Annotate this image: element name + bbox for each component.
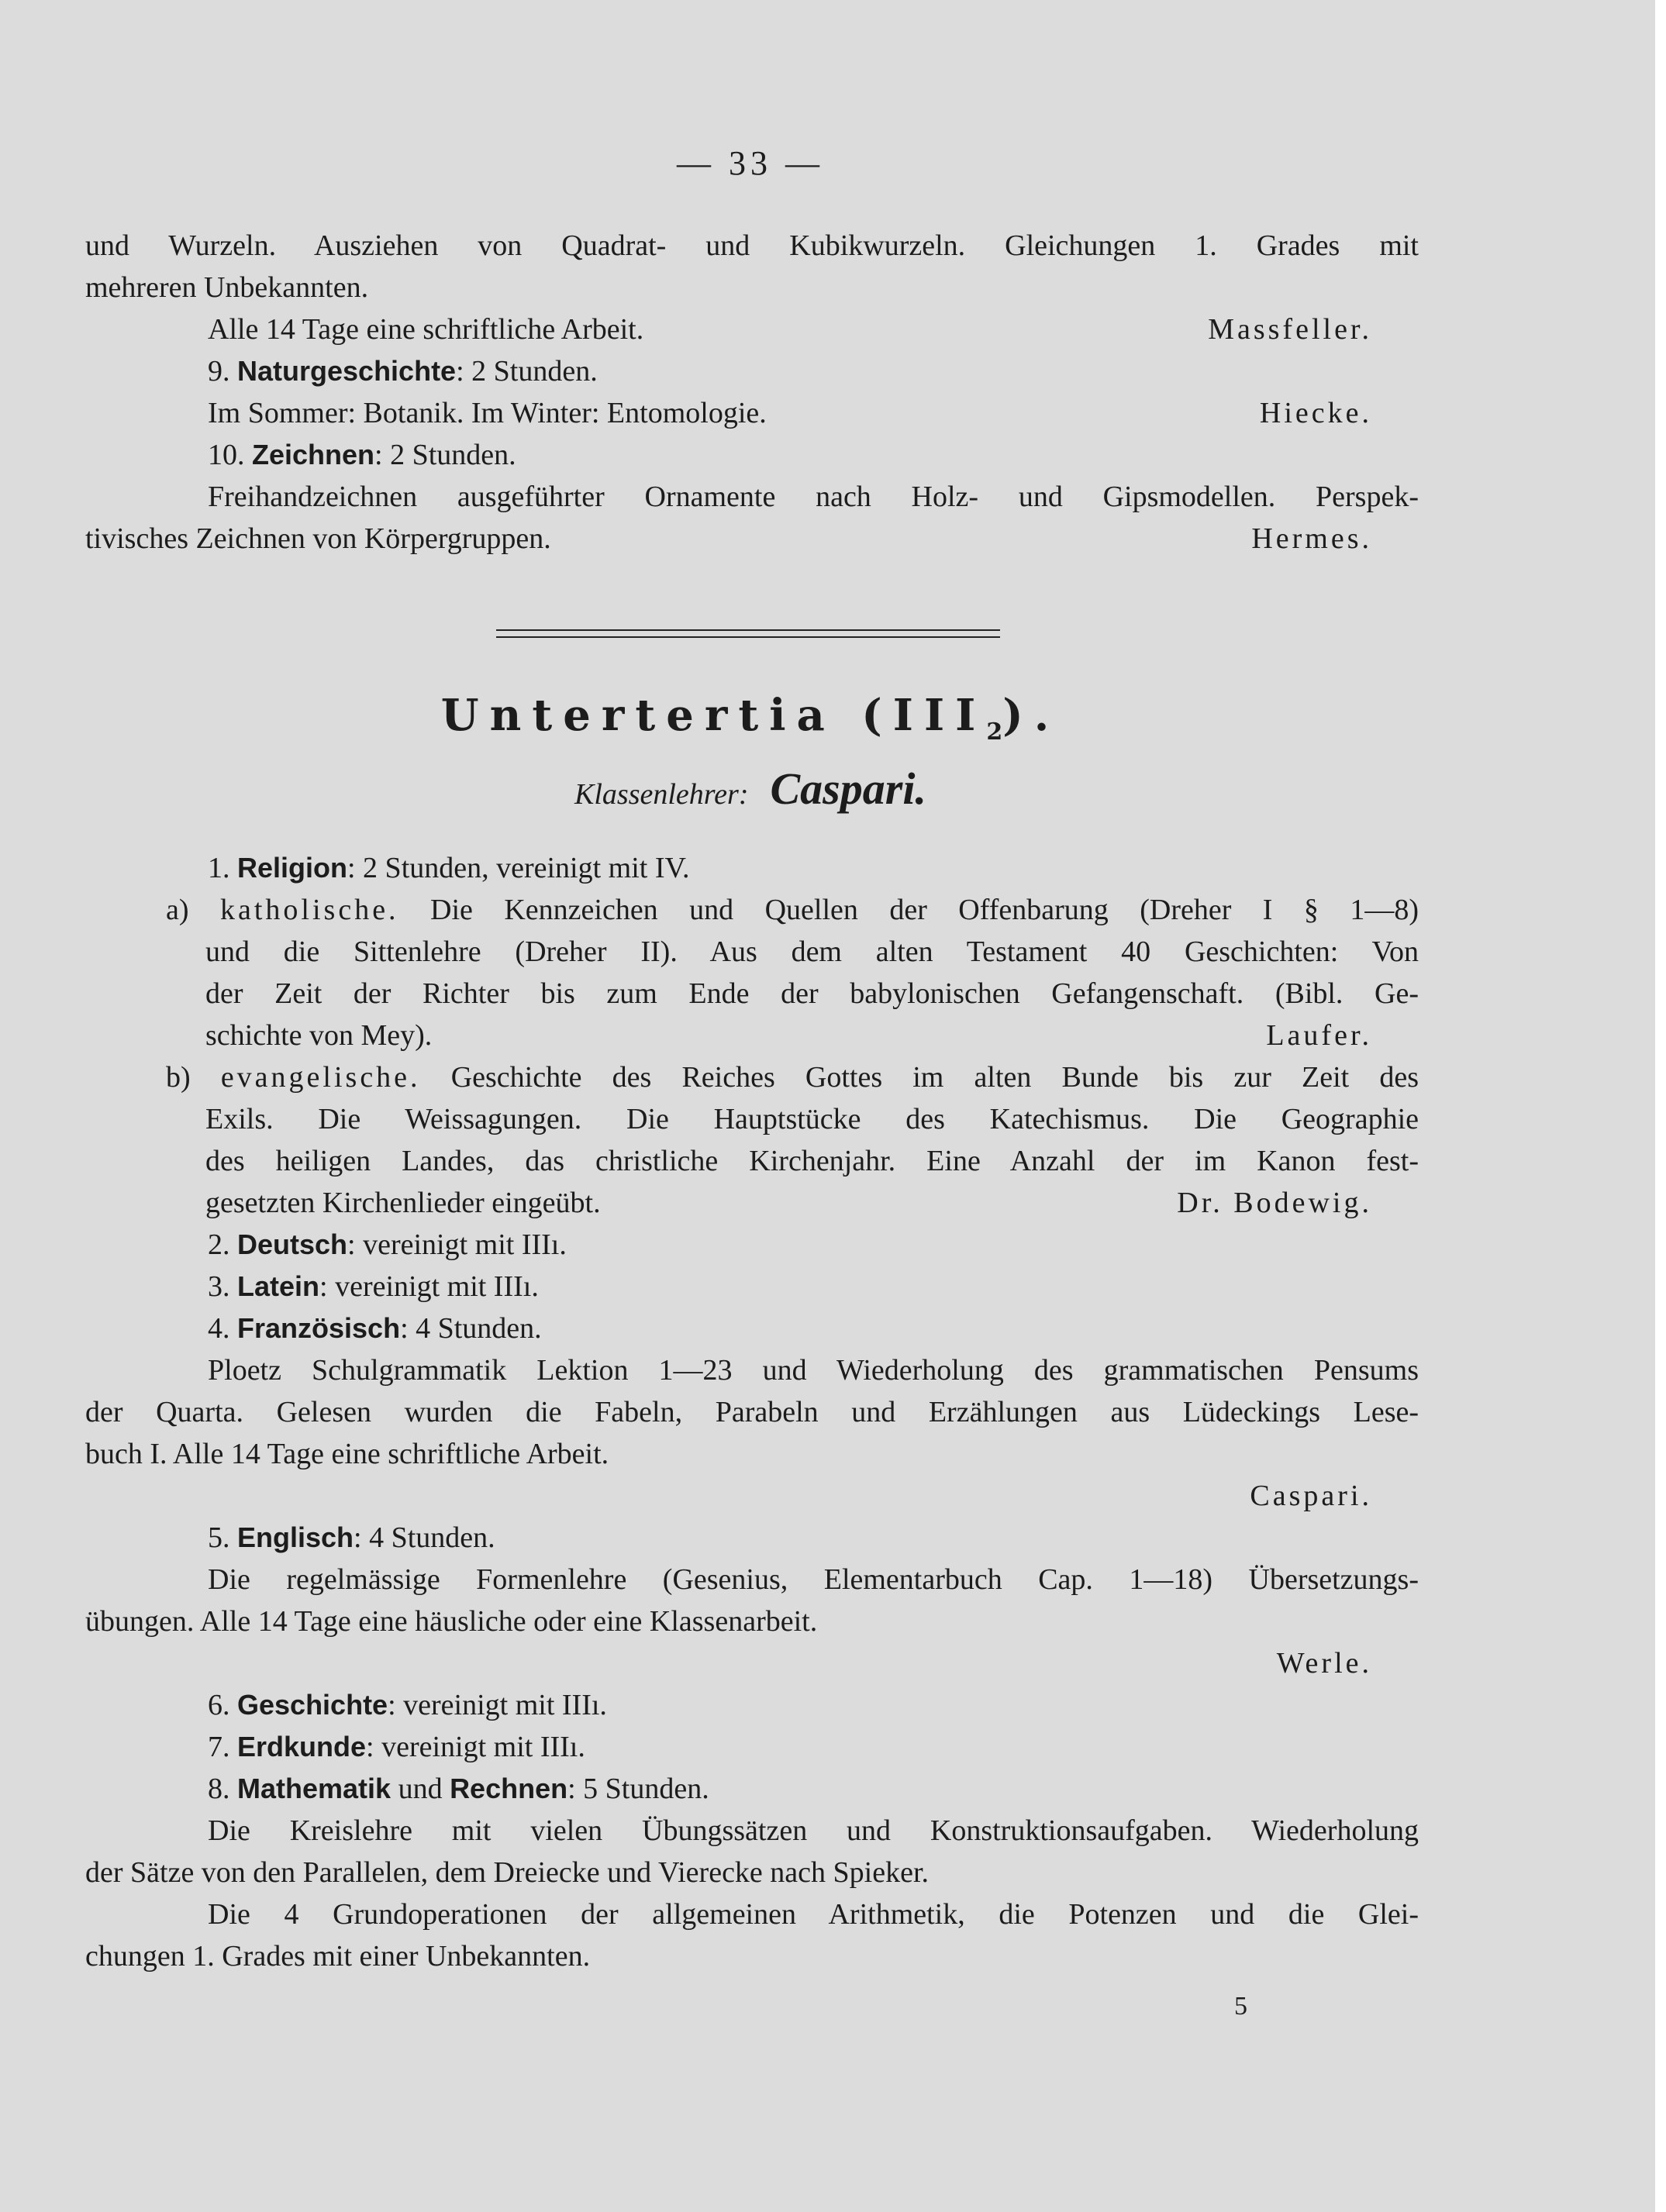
signature-line [85,1475,1419,1517]
subject-number: 5. [208,1521,230,1554]
class-teacher-label: Klassenlehrer: [574,778,749,811]
subject-name: Französisch [237,1312,401,1344]
teacher-signature: Laufer. [1266,1019,1372,1052]
teacher-signature: Werle. [1276,1647,1372,1680]
subject-number: 10. [208,439,245,471]
text-line [85,518,1419,560]
subject-name: Naturgeschichte [237,355,457,387]
subject-detail: : vereinigt mit IIIı. [388,1689,607,1721]
text-line: Die regelmässige Formenlehre (Gesenius, Elementarbuch Cap. 1—18) Übersetzungs- [208,1563,1419,1596]
text-line [85,1182,1419,1224]
text-line: mehreren Unbekannten. [85,271,369,304]
text-line [85,1015,1419,1056]
subject-name: Mathematik [237,1773,391,1804]
text-line [85,392,1419,434]
subject-detail: : vereinigt mit IIIı. [366,1731,585,1763]
subject-detail: : vereinigt mit IIIı. [319,1270,539,1303]
text: tivisches Zeichnen von Körpergruppen. [85,522,551,555]
class-title-subscript: 2 [986,718,1003,746]
text-line: Exils. Die Weissagungen. Die Hauptstücke des Katechismus. Die Geographie [205,1103,1419,1135]
sheet-mark: 5 [1234,1992,1247,2021]
class-title-text: Untertertia (III [440,690,987,741]
subject-name: Deutsch [237,1228,348,1260]
class-teacher-line [0,763,1501,815]
text-line: und Wurzeln. Ausziehen von Quadrat- und Kubikwurzeln. Gleichungen 1. Grades mit [85,229,1419,262]
text-line [85,308,1419,350]
text-line: Die Kreislehre mit vielen Übungssätzen und Konstruktionsaufgaben. Wiederholung [208,1814,1419,1847]
page-number: — 33 — [677,144,824,182]
text-line: Die 4 Grundoperationen der allgemeinen Arithmetik, die Potenzen und die Glei- [208,1898,1419,1931]
subject-heading [85,1684,1419,1726]
subject-name: Erdkunde [237,1731,367,1762]
subject-heading [85,1308,1419,1349]
text: Geschichte des Reiches Gottes im alten Bunde bis zur Zeit des [450,1061,1419,1094]
item-label: b) [166,1061,191,1094]
subject-name: Geschichte [237,1689,388,1721]
text-line: Freihandzeichnen ausgeführter Ornamente nach Holz- und Gipsmodellen. Perspek- [208,481,1419,513]
subject-detail: : 4 Stunden. [400,1312,542,1345]
top-section [85,225,1419,560]
subject-name: Religion [237,852,347,884]
class-teacher-name: Caspari. [770,763,926,814]
subject-detail: : 2 Stunden. [374,439,516,471]
subject-detail: : 4 Stunden. [354,1521,495,1554]
subject-number: 4. [208,1312,230,1345]
text-line [85,889,1419,931]
subject-heading [85,350,1419,392]
subject-number: 8. [208,1773,230,1805]
denomination: evangelische. [220,1061,421,1094]
text-line: Ploetz Schulgrammatik Lektion 1—23 und Wiederholung des grammatischen Pensums [208,1354,1419,1387]
subject-connector: und [391,1773,450,1805]
subject-name: Englisch [237,1521,354,1553]
subject-number: 1. [208,852,230,884]
text-line: der Zeit der Richter bis zum Ende der babylonischen Gefangenschaft. (Bibl. Ge- [205,977,1419,1010]
class-title-end: ). [1002,690,1061,741]
text: Im Sommer: Botanik. Im Winter: Entomologie. [208,397,767,429]
text: Die Kennzeichen und Quellen der Offenbarung (Dreher I § 1—8) [430,894,1419,926]
subject-detail: : 2 Stunden. [456,355,598,388]
subject-number: 3. [208,1270,230,1303]
item-label: a) [166,894,189,926]
denomination: katholische. [220,894,399,926]
class-title [0,690,1501,746]
subject-heading [85,1517,1419,1559]
section-divider [496,629,1000,631]
teacher-signature: Hiecke. [1259,397,1372,429]
subject-name: Rechnen [450,1773,568,1804]
subject-name: Zeichnen [252,439,375,470]
section-divider [496,636,1000,638]
text: Alle 14 Tage eine schriftliche Arbeit. [208,313,644,346]
teacher-signature: Massfeller. [1208,313,1372,346]
text-line: buch I. Alle 14 Tage eine schriftliche Arbeit. [85,1438,609,1470]
text-line: und die Sittenlehre (Dreher II). Aus dem alten Testament 40 Geschichten: Von [205,935,1419,968]
subject-detail: : 2 Stunden, vereinigt mit IV. [347,852,690,884]
subject-name: Latein [237,1270,320,1302]
text-line: der Sätze von den Parallelen, dem Dreiecke und Vierecke nach Spieker. [85,1856,930,1889]
subject-heading [85,847,1419,889]
subject-heading [85,1768,1419,1810]
text-line [85,1056,1419,1098]
teacher-signature: Caspari. [1250,1480,1372,1512]
text: schichte von Mey). [205,1019,433,1052]
subject-heading [85,1224,1419,1266]
text-line: der Quarta. Gelesen wurden die Fabeln, Parabeln und Erzählungen aus Lüdeckings Lese- [85,1396,1419,1428]
teacher-signature: Dr. Bodewig. [1177,1187,1372,1219]
subject-detail: : 5 Stunden. [567,1773,709,1805]
signature-line [85,1642,1419,1684]
text-line: übungen. Alle 14 Tage eine häusliche oder eine Klassenarbeit. [85,1605,818,1638]
text: gesetzten Kirchenlieder eingeübt. [205,1187,601,1219]
subject-number: 7. [208,1731,230,1763]
text-line: des heiligen Landes, das christliche Kirchenjahr. Eine Anzahl der im Kanon fest- [205,1145,1419,1177]
subject-number: 2. [208,1228,230,1261]
text-line: chungen 1. Grades mit einer Unbekannten. [85,1940,591,1973]
subject-number: 9. [208,355,230,388]
subject-heading [85,1726,1419,1768]
teacher-signature: Hermes. [1251,522,1372,555]
subject-heading [85,1266,1419,1308]
subject-number: 6. [208,1689,230,1721]
subject-detail: : vereinigt mit IIIı. [347,1228,567,1261]
body-section [85,847,1419,1977]
subject-heading [85,434,1419,476]
